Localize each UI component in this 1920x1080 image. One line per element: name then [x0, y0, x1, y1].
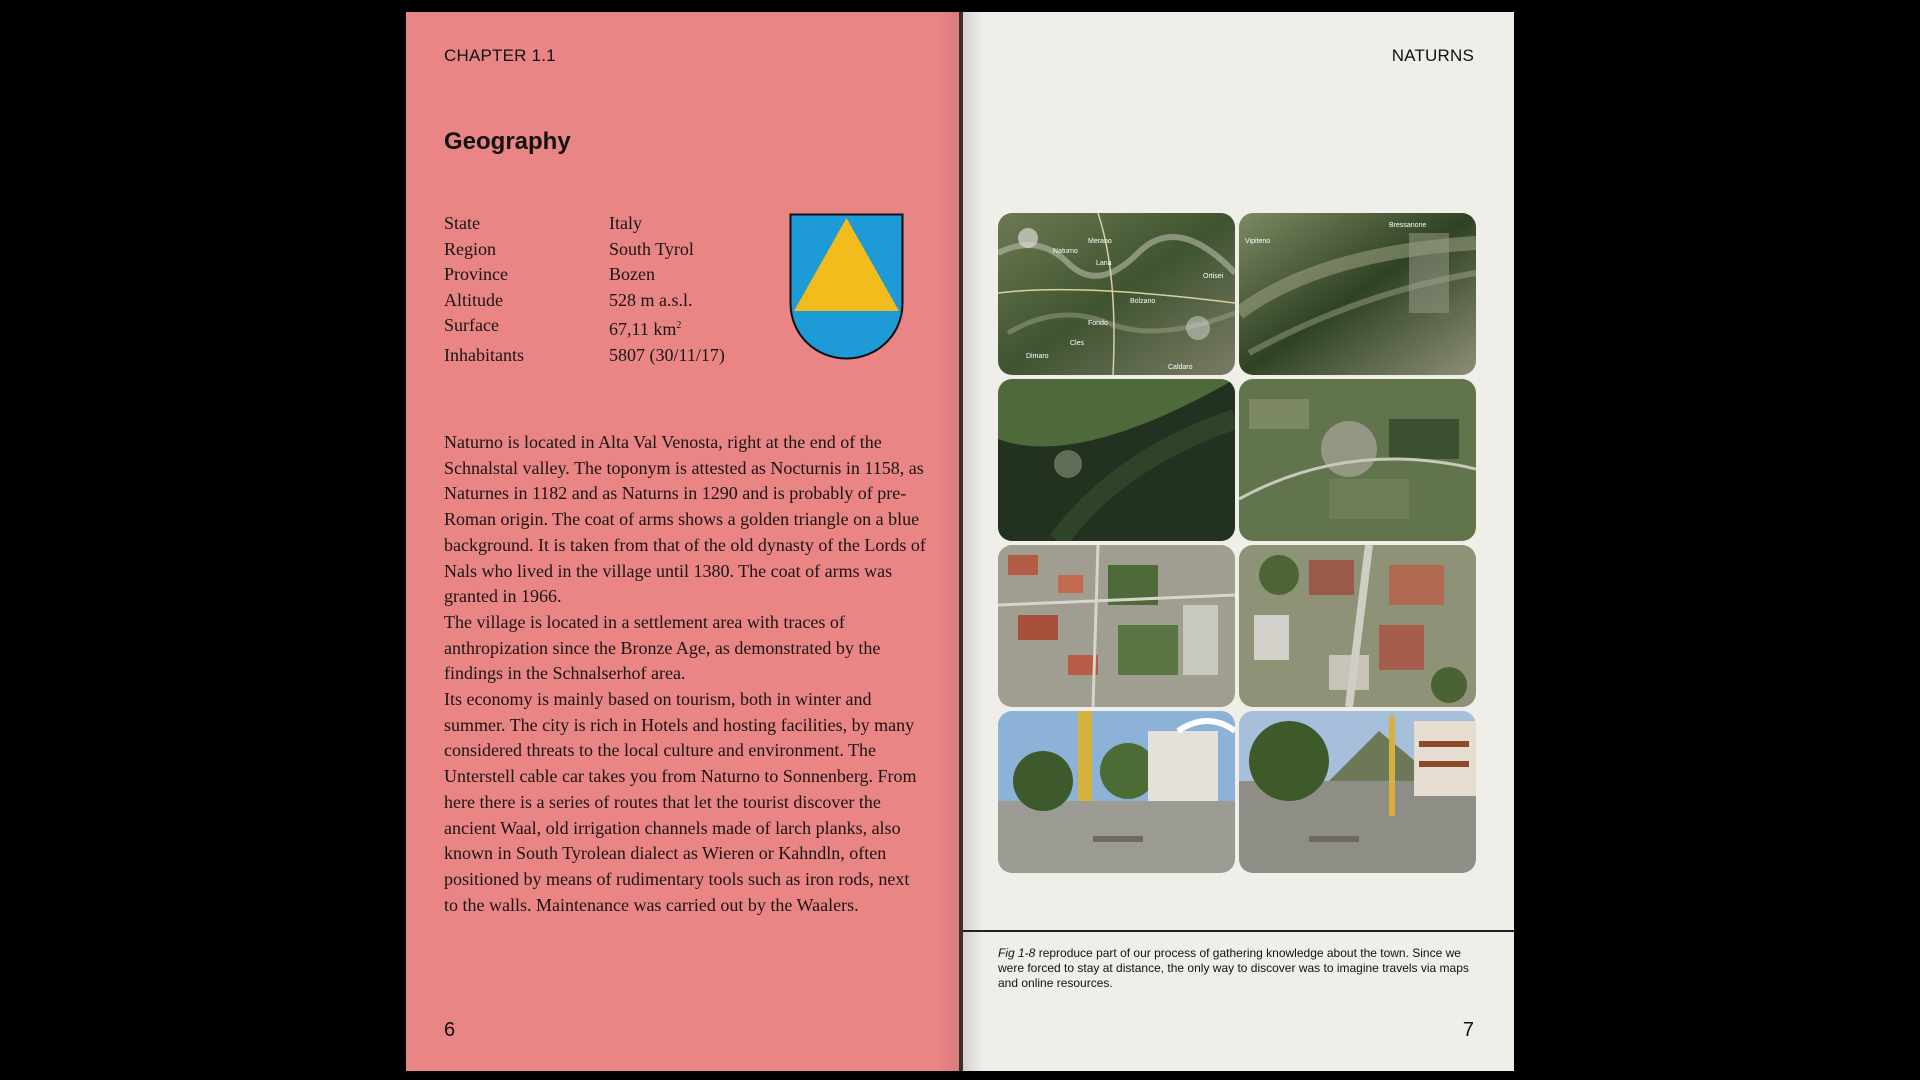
fact-label: Province	[444, 264, 508, 285]
surface-value: 67,11 km	[609, 319, 677, 340]
chapter-label: CHAPTER 1.1	[444, 46, 556, 65]
photo-satellite-town	[998, 545, 1235, 707]
figure-reference: Fig 1-8	[998, 946, 1036, 960]
fact-label: Altitude	[444, 289, 503, 310]
fact-row	[444, 313, 725, 343]
paragraph: Naturno is located in Alta Val Venosta, right at the end of the Schnalstal valley. The toponym is attested as Nocturnis in 1158, as Naturnes in 1182 and as Naturns in 1290 and is probably of pre-Roman origin. The coat of arms shows a golden triangle on a blue background. It is taken from that of the old dynasty of the Lords of Nals who lived in the village until 1380. The coat of arms was granted in 1966.	[444, 432, 926, 607]
page-number-right: 7	[1462, 1019, 1474, 1041]
fact-value: Bozen	[609, 264, 655, 285]
map-label: Dimaro	[1026, 353, 1049, 360]
map-label: Cles	[1070, 340, 1085, 347]
left-page	[406, 12, 962, 1071]
right-page	[962, 12, 1514, 1071]
map-label: Bressanone	[1389, 222, 1427, 229]
map-label: Merano	[1088, 238, 1112, 245]
book-gutter	[959, 12, 963, 1071]
map-label: Vipiteno	[1245, 238, 1271, 245]
photo-satellite-closeup	[1239, 545, 1476, 707]
fact-row	[444, 343, 725, 369]
page-number-left: 6	[444, 1019, 456, 1041]
surface-superscript: 2	[676, 320, 682, 332]
fact-value: South Tyrol	[609, 238, 694, 259]
fact-value	[609, 313, 725, 343]
caption-text: reproduce part of our process of gathering knowledge about the town. Since we were forced to stay at distance, the only way to discover was to imagine travels via maps and online resources.	[998, 946, 1469, 990]
coat-of-arms-icon	[789, 213, 904, 360]
page-title: Geography	[444, 128, 571, 155]
photo-satellite-valley	[998, 379, 1235, 541]
paragraph: Its economy is mainly based on tourism, both in winter and summer. The city is rich in Hotels and hosting facilities, by many considered threats to the local culture and environment. The Unterstell cable car takes you from Naturno to Sonnenberg. From here there is a series of routes that let the tourist discover the ancient Waal, old irrigation channels made of larch planks, also known in South Tyrolean dialect as Wieren or Kahndln, often positioned by means of rudimentary tools such as iron rods, next to the walls. Maintenance was carried out by the Waalers.	[444, 689, 917, 915]
photo-grid	[998, 213, 1476, 878]
facts-table	[444, 211, 725, 369]
fact-label: State	[444, 213, 480, 233]
fact-label: Surface	[444, 315, 499, 336]
paragraph: The village is located in a settlement area with traces of anthropization since the Bronze Age, as demonstrated by the findings in the Schnalserhof area.	[444, 611, 881, 684]
fact-value: Italy	[609, 213, 642, 233]
map-label: Bolzano	[1130, 298, 1156, 305]
fact-label: Inhabitants	[444, 344, 524, 365]
fact-row	[444, 288, 725, 314]
map-label: Naturno	[1053, 248, 1078, 255]
body-text	[444, 430, 926, 918]
photo-street-view	[998, 711, 1235, 873]
fact-value: 5807 (30/11/17)	[609, 344, 725, 365]
photo-street-view-2	[1239, 711, 1476, 873]
book-spread	[406, 12, 1514, 1071]
map-label: Lana	[1096, 260, 1112, 267]
photo-map-region	[998, 213, 1235, 375]
fact-label: Region	[444, 238, 496, 259]
figure-caption	[998, 946, 1478, 991]
caption-divider	[962, 930, 1514, 932]
photo-map-valley	[1239, 213, 1476, 375]
fact-value: 528 m a.s.l.	[609, 289, 693, 310]
map-label: Caldaro	[1168, 364, 1193, 371]
fact-row	[444, 237, 725, 263]
running-head-town: NATURNS	[1391, 46, 1474, 65]
fact-row	[444, 211, 725, 237]
map-label: Ortisei	[1203, 273, 1224, 280]
map-label: Fondo	[1088, 320, 1108, 327]
fact-row	[444, 262, 725, 288]
photo-satellite-fields	[1239, 379, 1476, 541]
